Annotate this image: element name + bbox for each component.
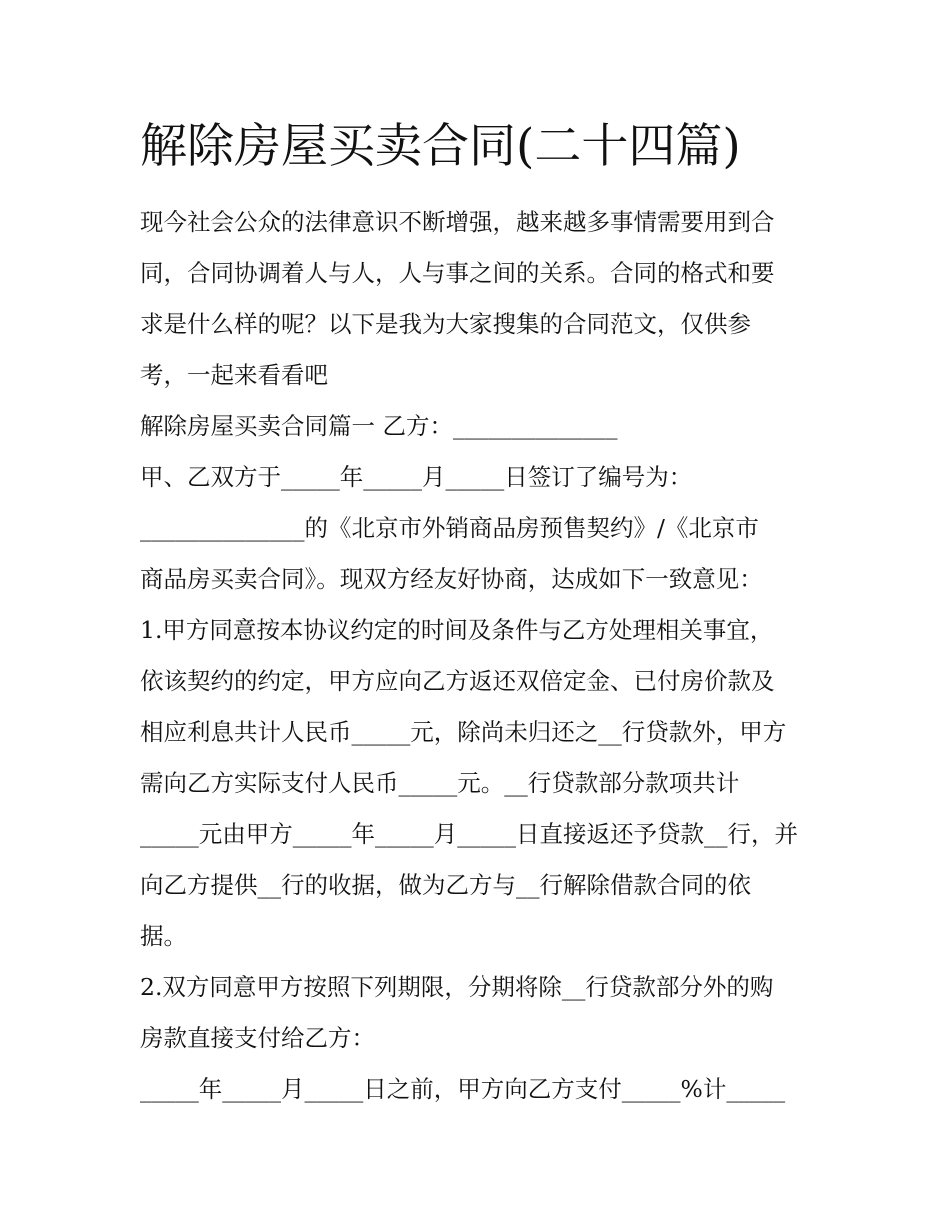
document-title: 解除房屋买卖合同(二十四篇)	[140, 119, 741, 174]
paragraph-line: 求是什么样的呢？以下是我为大家搜集的合同范文，仅供参	[140, 310, 751, 338]
paragraph-line: 商品房买卖合同》。现双方经友好协商，达成如下一致意见：	[140, 565, 763, 593]
paragraph-line: 1.甲方同意按本协议约定的时间及条件与乙方处理相关事宜，	[140, 616, 774, 644]
paragraph-line: ______________的《北京市外销商品房预售契约》/《北京市	[140, 514, 759, 542]
paragraph-line: 甲、乙双方于_____年_____月_____日签订了编号为：	[140, 463, 693, 491]
paragraph-line: 现今社会公众的法律意识不断增强，越来越多事情需要用到合	[140, 208, 775, 236]
paragraph-line: 向乙方提供__行的收据，做为乙方与__行解除借款合同的依	[140, 871, 751, 899]
paragraph-line: 考，一起来看看吧	[140, 361, 328, 389]
paragraph-line: 相应利息共计人民币_____元，除尚未归还之__行贷款外，甲方	[140, 718, 787, 746]
paragraph-line: 房款直接支付给乙方：	[140, 1024, 375, 1052]
paragraph-line: 依该契约的约定，甲方应向乙方返还双倍定金、已付房价款及	[140, 667, 775, 695]
paragraph-line: _____年_____月_____日之前，甲方向乙方支付_____%计_____	[140, 1075, 786, 1103]
paragraph-line: 2.双方同意甲方按照下列期限，分期将除__行贷款部分外的购	[140, 973, 774, 1001]
paragraph-line: 同，合同协调着人与人，人与事之间的关系。合同的格式和要	[140, 259, 775, 287]
paragraph-line: _____元由甲方_____年_____月_____日直接返还予贷款__行，并	[140, 820, 798, 848]
paragraph-line: 需向乙方实际支付人民币_____元。__行贷款部分款项共计	[140, 769, 740, 797]
paragraph-line: 据。	[140, 922, 187, 950]
paragraph-line: 解除房屋买卖合同篇一 乙方：______________	[140, 412, 618, 440]
